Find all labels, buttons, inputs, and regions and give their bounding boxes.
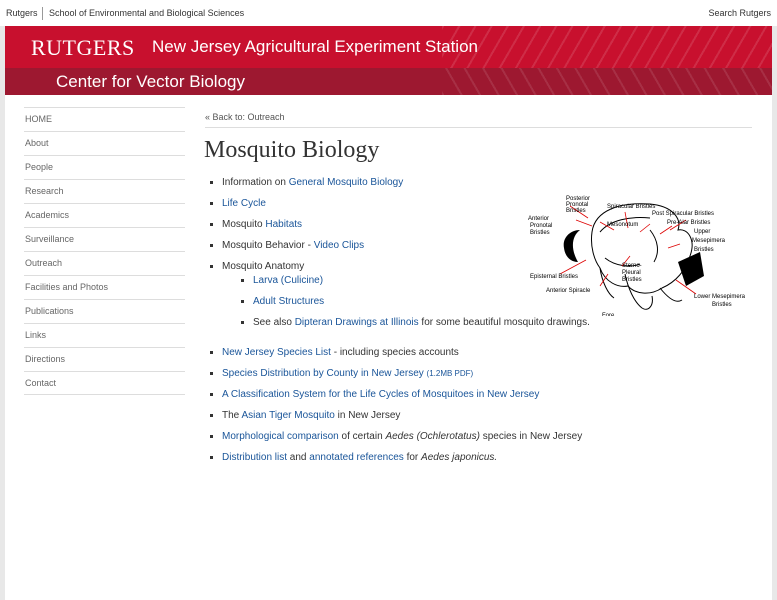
sidebar-item-outreach[interactable]: Outreach — [24, 251, 185, 275]
video-clips-link[interactable]: Video Clips — [313, 240, 365, 251]
divider — [205, 127, 752, 128]
label-anterior-spiracle: Anterior Spiracle — [546, 288, 591, 294]
item-text: Mosquito Behavior - — [222, 240, 314, 251]
label-post-spiracular: Post Spiracular Bristles — [652, 211, 715, 217]
label-spiracular: Spiracular Bristles — [607, 204, 656, 210]
page-container — [5, 26, 772, 600]
sidebar-item-directions[interactable]: Directions — [24, 347, 185, 371]
item-text: for — [403, 452, 422, 463]
divider — [42, 7, 43, 20]
banner-top — [5, 26, 772, 68]
banner-pattern-lower — [442, 68, 772, 95]
general-biology-link[interactable]: General Mosquito Biology — [288, 177, 404, 188]
item-text: See also — [253, 317, 295, 328]
item-text: for some beautiful mosquito drawings. — [418, 317, 590, 328]
annotated-references-link[interactable]: annotated references — [309, 452, 404, 463]
item-text: and — [287, 452, 310, 463]
tiger-mosquito-link[interactable]: Asian Tiger Mosquito — [241, 410, 335, 421]
classification-link[interactable]: A Classification System for the Life Cycles of Mosquitoes in New Jersey — [222, 389, 540, 400]
pdf-size-link[interactable]: (1.2MB PDF) — [426, 369, 474, 378]
dipteran-drawings-link[interactable]: Dipteran Drawings at Illinois — [294, 317, 419, 328]
list-item — [253, 317, 590, 338]
banner-pattern — [442, 26, 772, 68]
morphological-comparison-link[interactable]: Morphological comparison — [222, 431, 339, 442]
rutgers-logo[interactable]: RUTGERS — [31, 35, 135, 60]
label-fore-coxa: Fore — [602, 313, 615, 316]
species-list-link[interactable]: New Jersey Species List — [222, 347, 331, 358]
sidebar-nav — [24, 107, 185, 395]
life-cycle-link[interactable]: Life Cycle — [222, 198, 266, 209]
sidebar-item-links[interactable]: Links — [24, 323, 185, 347]
label-sterno-pleural: Sterno-Pleural Bristles — [622, 263, 642, 283]
item-text: - including species accounts — [330, 347, 459, 358]
larva-link[interactable]: Larva (Culicine) — [253, 275, 324, 286]
back-link[interactable]: « Back to: Outreach — [205, 112, 285, 122]
station-title[interactable]: New Jersey Agricultural Experiment Station — [152, 37, 478, 56]
page-title: Mosquito Biology — [204, 137, 380, 163]
sidebar-item-about[interactable]: About — [24, 131, 185, 155]
label-upper-mesepimera: Upper Mesepimera Bristles — [692, 229, 726, 253]
sidebar-item-people[interactable]: People — [24, 155, 185, 179]
label-anterior-pronotal: Anterior Pronotal Bristles — [528, 216, 553, 236]
sidebar-item-contact[interactable]: Contact — [24, 371, 185, 395]
sidebar-item-facilities[interactable]: Facilities and Photos — [24, 275, 185, 299]
species-name: Aedes japonicus. — [421, 452, 498, 463]
label-episternal: Episternal Bristles — [530, 274, 579, 280]
species-name: Aedes (Ochlerotatus) — [385, 431, 480, 442]
search-rutgers-link[interactable]: Search Rutgers — [708, 8, 771, 18]
list-item — [222, 431, 582, 452]
list-item — [222, 410, 582, 431]
label-posterior-pronotal: Posterior Pronotal Bristles — [566, 196, 591, 214]
label-mesonotum: Mesonotum — [607, 222, 639, 228]
sidebar-item-publications[interactable]: Publications — [24, 299, 185, 323]
sidebar-item-academics[interactable]: Academics — [24, 203, 185, 227]
item-text: of certain — [338, 431, 386, 442]
item-text: The — [222, 410, 242, 421]
sidebar-item-surveillance[interactable]: Surveillance — [24, 227, 185, 251]
item-text: Information on — [222, 177, 289, 188]
thorax-diagram — [500, 170, 752, 316]
item-text: Mosquito Anatomy — [222, 261, 305, 272]
item-text: Mosquito — [222, 219, 266, 230]
banner-bottom — [5, 68, 772, 95]
distribution-county-link[interactable]: Species Distribution by County in New Jersey — [222, 368, 424, 379]
school-link[interactable]: School of Environmental and Biological Sciences — [49, 8, 245, 18]
label-pre-alar: Pre-Alar Bristles — [667, 220, 711, 226]
item-text: species in New Jersey — [479, 431, 583, 442]
sidebar-item-home[interactable]: HOME — [24, 107, 185, 131]
list-item — [222, 389, 582, 410]
list-item — [222, 347, 582, 368]
label-lower-mesepimera: Lower Mesepimera Bristles — [694, 294, 746, 308]
top-bar — [0, 0, 777, 26]
habitats-link[interactable]: Habitats — [265, 219, 303, 230]
item-text: in New Jersey — [334, 410, 401, 421]
distribution-list-link[interactable]: Distribution list — [222, 452, 288, 463]
rutgers-link[interactable]: Rutgers — [6, 8, 38, 18]
sidebar-item-research[interactable]: Research — [24, 179, 185, 203]
list-item — [222, 452, 582, 473]
center-title[interactable]: Center for Vector Biology — [56, 72, 245, 91]
list-item — [222, 368, 582, 389]
resources-list — [222, 347, 582, 473]
adult-structures-link[interactable]: Adult Structures — [253, 296, 325, 307]
breadcrumb — [205, 112, 285, 122]
